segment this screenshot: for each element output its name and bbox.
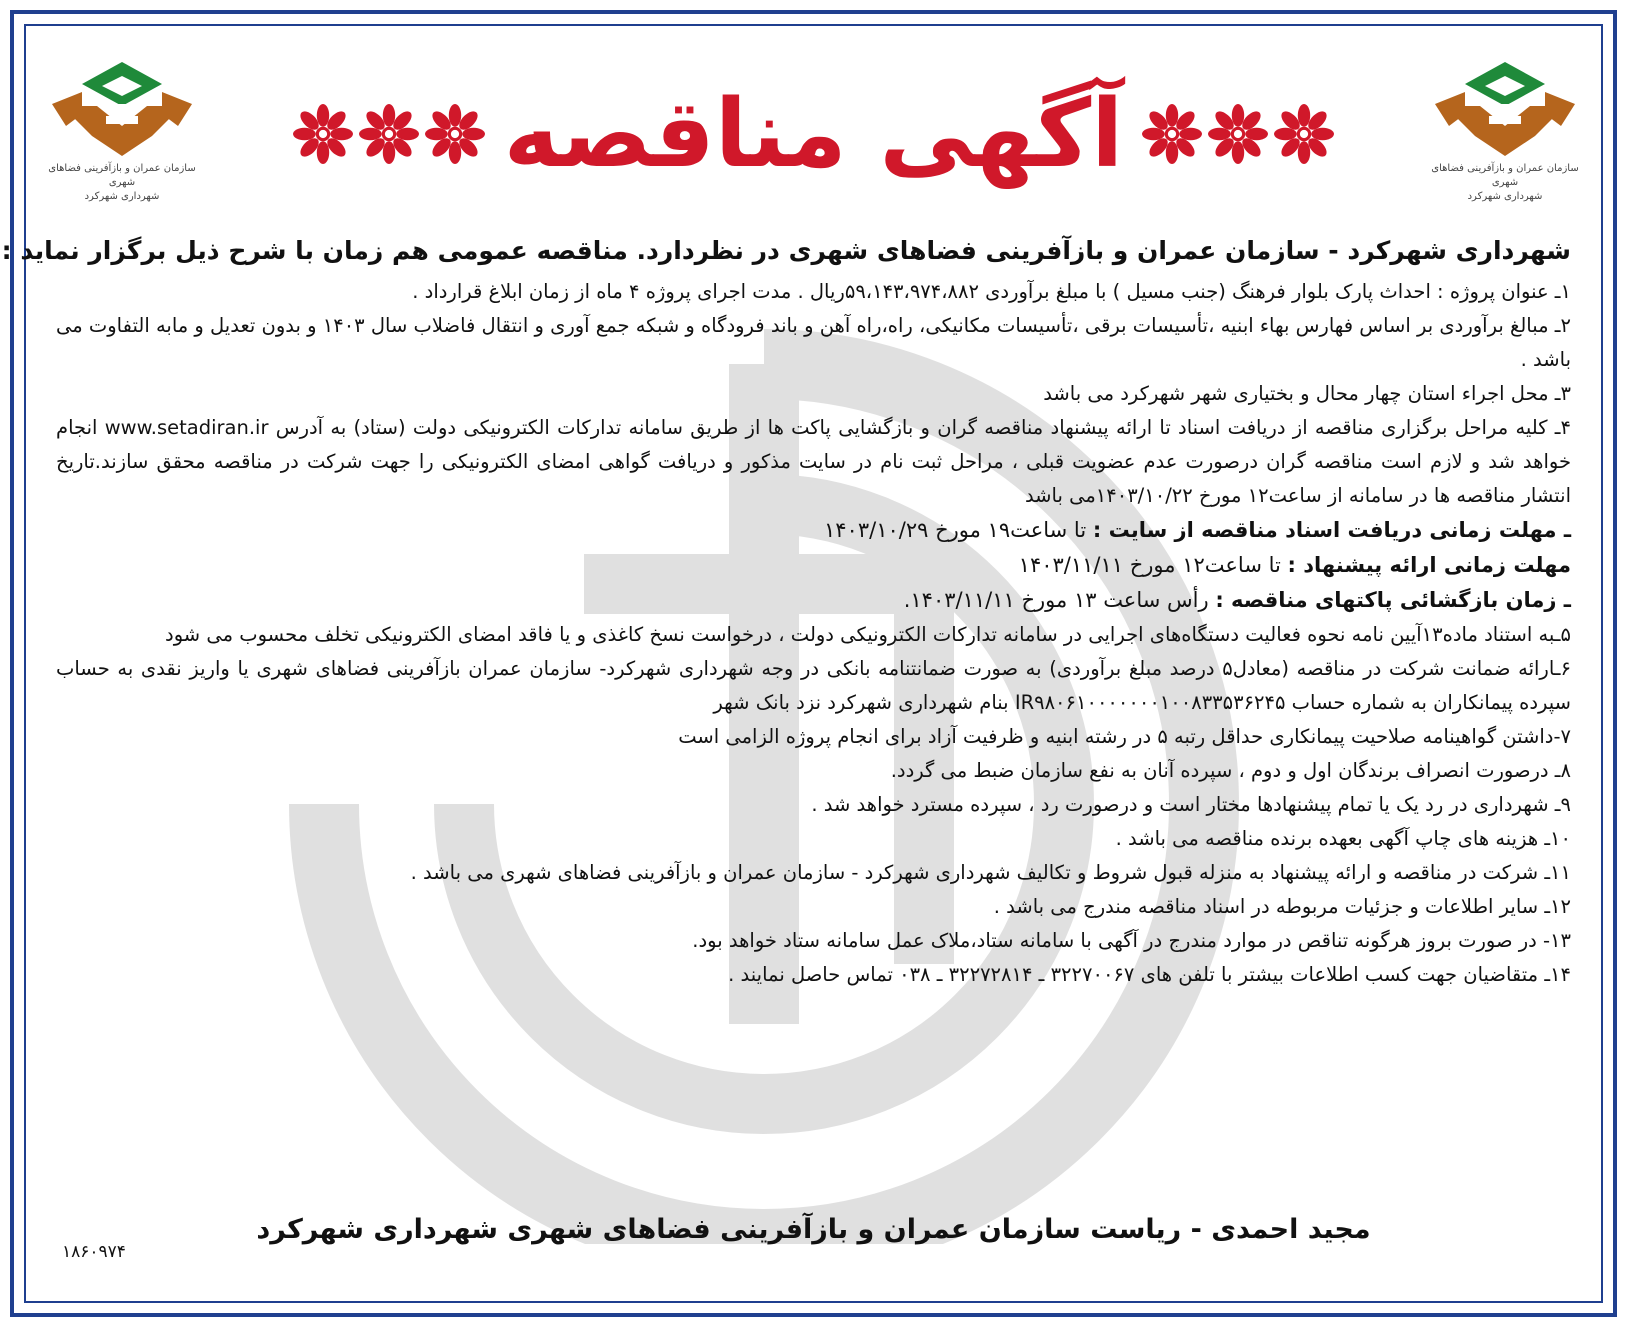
flower-icon — [1141, 103, 1203, 165]
deadline-label: ـ زمان بازگشائی پاکتهای مناقصه : — [1215, 588, 1571, 612]
flower-ornaments-left — [292, 103, 486, 165]
organization-logo-icon — [1425, 56, 1585, 166]
item-14: ۱۴ـ متقاضیان جهت کسب اطلاعات بیشتر با تلفن های ۳۲۲۷۰۰۶۷ ـ ۳۲۲۷۲۸۱۴ ـ ۰۳۸ تماس حاصل نمایند . — [728, 963, 1571, 986]
deadline-opening — [56, 583, 1571, 618]
deadline-documents — [56, 513, 1571, 548]
item-5: ۵ـبه استناد ماده۱۳آیین نامه نحوه فعالیت دستگاه‌های اجرایی در سامانه تدارکات الکترونیکی دولت ، درخواست نسخ کاغذی و یا فاقد امضای الکترونیکی تخلف محسوب می شود — [165, 623, 1571, 646]
logo-caption: سازمان عمران و بازآفرینی فضاهای شهری شهرداری شهرکرد — [1431, 163, 1579, 202]
item-11: ۱۱ـ شرکت در مناقصه و ارائه پیشنهاد به منزله قبول شروط و تکالیف شهرداری شهرکرد - سازمان عمران و بازآفرینی فضاهای شهری می باشد . — [410, 861, 1571, 884]
item-4: ۴ـ کلیه مراحل برگزاری مناقصه از دریافت اسناد تا ارائه پیشنهاد مناقصه گران و بازگشایی پاکت ها از طریق سامانه تدارکات الکترونیکی دولت (ستاد) به آدرس www.setadiran.ir انجام خواهد شد و لازم است مناقصه گران درصورت عدم عضویت قبلی ، مراحل ثبت نام در سایت مذکور و دریافت گواهی امضای الکترونیکی را جهت شرکت در مناقصه محقق سازند.تاریخ انتشار مناقصه ها در سامانه از ساعت۱۲ مورخ ۱۴۰۳/۱۰/۲۲می باشد — [56, 416, 1571, 507]
deadline-value: رأس ساعت ۱۳ مورخ ۱۴۰۳/۱۱/۱۱. — [903, 588, 1209, 612]
deadline-label: مهلت زمانی ارائه پیشنهاد : — [1287, 553, 1571, 577]
deadline-value: تا ساعت۱۹ مورخ ۱۴۰۳/۱۰/۲۹ — [824, 518, 1087, 542]
signature-line: مجید احمدی - ریاست سازمان عمران و بازآفرینی فضاهای شهری شهرداری شهرکرد — [256, 1214, 1371, 1245]
flower-icon — [1273, 103, 1335, 165]
intro-heading: شهرداری شهرکرد - سازمان عمران و بازآفرینی فضاهای شهری در نظردارد. مناقصه عمومی هم زمان با شرح ذیل برگزار نماید : — [1, 236, 1571, 265]
logo-right — [1425, 56, 1585, 202]
flower-icon — [424, 103, 486, 165]
flower-icon — [358, 103, 420, 165]
item-6: ۶ـارائه ضمانت شرکت در مناقصه (معادل۵ درصد مبلغ برآوردی) به صورت ضمانتنامه بانکی در وجه شهرداری شهرکرد- سازمان عمران بازآفرینی فضاهای شهری یا واریز نقدی به حساب سپرده پیمانکاران به شماره حساب IR۹۸۰۶۱۰۰۰۰۰۰۰۱۰۰۸۳۳۵۳۶۲۴۵ بنام شهرداری شهرکرد نزد بانک شهر — [56, 657, 1571, 714]
notice-body — [1, 229, 1571, 992]
publication-code: ۱۸۶۰۹۷۴ — [62, 1242, 126, 1262]
item-7: ۷-داشتن گواهینامه صلاحیت پیمانکاری حداقل رتبه ۵ در رشته ابنیه و ظرفیت آزاد برای انجام پروژه الزامی است — [678, 725, 1571, 748]
deadline-proposal — [56, 548, 1571, 583]
logo-caption: سازمان عمران و بازآفرینی فضاهای شهری شهرداری شهرکرد — [48, 163, 196, 202]
item-10: ۱۰ـ هزینه های چاپ آگهی بعهده برنده مناقصه می باشد . — [1115, 827, 1571, 850]
item-12: ۱۲ـ سایر اطلاعات و جزئیات مربوطه در اسناد مناقصه مندرج می باشد . — [993, 895, 1571, 918]
deadline-value: تا ساعت۱۲ مورخ ۱۴۰۳/۱۱/۱۱ — [1018, 553, 1281, 577]
logo-left — [42, 56, 202, 202]
flower-ornaments-right — [1141, 103, 1335, 165]
item-1: ۱ـ عنوان پروژه : احداث پارک بلوار فرهنگ (جنب مسیل ) با مبلغ برآوردی ۵۹،۱۴۳،۹۷۴،۸۸۲ریال . مدت اجرای پروژه ۴ ماه از زمان ابلاغ قرارداد . — [412, 280, 1571, 303]
title-row — [234, 59, 1393, 209]
page-title: آگهی مناقصه — [503, 79, 1124, 189]
item-2: ۲ـ مبالغ برآوردی بر اساس فهارس بهاء ابنیه ،تأسیسات برقی ،تأسیسات مکانیکی، راه،راه آهن و باند فرودگاه و شبکه جمع آوری و انتقال فاضلاب سال ۱۴۰۳ و بدون تعدیل و مابه التفاوت می باشد . — [56, 314, 1571, 371]
item-9: ۹ـ شهرداری در رد یک یا تمام پیشنهادها مختار است و درصورت رد ، سپرده مسترد خواهد شد . — [811, 793, 1571, 816]
flower-icon — [292, 103, 354, 165]
item-13: ۱۳- در صورت بروز هرگونه تناقص در موارد مندرج در آگهی با سامانه ستاد،ملاک عمل سامانه ستاد خواهد بود. — [692, 929, 1571, 952]
flower-icon — [1207, 103, 1269, 165]
item-3: ۳ـ محل اجراء استان چهار محال و بختیاری شهر شهرکرد می باشد — [1043, 382, 1571, 405]
deadline-label: ـ مهلت زمانی دریافت اسناد مناقصه از سایت : — [1092, 518, 1571, 542]
tender-notice — [1, 10, 1617, 1317]
item-8: ۸ـ درصورت انصراف برندگان اول و دوم ، سپرده آنان به نفع سازمان ضبط می گردد. — [890, 759, 1571, 782]
organization-logo-icon — [42, 56, 202, 166]
